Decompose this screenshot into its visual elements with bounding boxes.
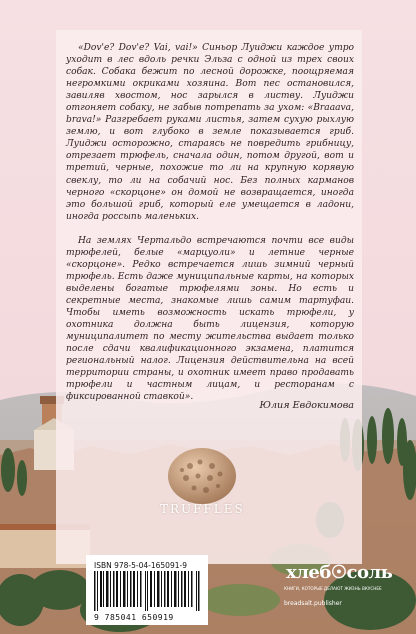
publisher-name: хлеб☉соль <box>286 562 393 583</box>
annotation-text <box>66 42 354 403</box>
isbn-label: ISBN 978-5-04-165091-9 <box>94 561 187 570</box>
truffle-icon <box>160 436 244 506</box>
barcode-number: 9 785041 650919 <box>94 613 174 622</box>
barcode-area <box>86 555 208 625</box>
publisher-tagline: КНИГИ, КОТОРЫЕ ДЕЛАЮТ ЖИЗНЬ ВКУСНЕЕ <box>284 586 382 591</box>
publisher-url: breadsalt.publisher <box>284 600 342 607</box>
barcode-icon <box>94 571 200 611</box>
author-name: Юлия Евдокимова <box>259 400 354 411</box>
truffles-label: TRUFFLES <box>160 502 245 516</box>
paragraph-1: «Dov'e? Dov'e? Vai, vai!» Синьор Луиджи каждое утро уходит в лес вдоль речки Эльза с одной из трех своих собак. Собака бежит по лесной дорожке, поощряемая негромкими окриками хозяина. Вот пес остановился, завиляв хвостом, нос зарылся в листву. Луиджи отгоняет собаку, не забыв потрепать за ухом: «Braaava, brava!» Разгребает руками листья, затем сухую рыхлую землю, и вот глубоко в земле показывается гриб. Луиджи осторожно, стараясь не повредить грибницу, отрезает трюфель, сначала один, потом другой, вот и третий, черные, похожие то ли на крупную корявую свеклу, то ли на собачий нос. Без полных карманов черного «скорцоне» он домой не возвращается, иногда это большой гриб, который еле умещается в ладони, иногда россыпь маленьких. <box>66 43 354 222</box>
publisher-logo <box>276 560 393 620</box>
paragraph-2: На землях Чертальдо встречаются почти все виды трюфелей, белые «марцуоли» и летние черные «скорцоне». Редко встречается лишь зимний черный трюфель. Есть даже муниципальные карты, на которых выделены богатые трюфелями зоны. Но есть и секретные места, знакомые лишь самим тартуфаи. Чтобы иметь возможность искать трюфели, у охотника должна быть лицензия, которую муниципалитет по месту жительства выдает только после сдачи квалификационного экзамена, платится региональный налог. Лицензия действительна на всей территории страны, и охотник имеет право продавать трюфели и частным лицам, и ресторанам с фиксированной ставкой». <box>66 235 354 403</box>
truffle-emblem <box>160 436 244 526</box>
